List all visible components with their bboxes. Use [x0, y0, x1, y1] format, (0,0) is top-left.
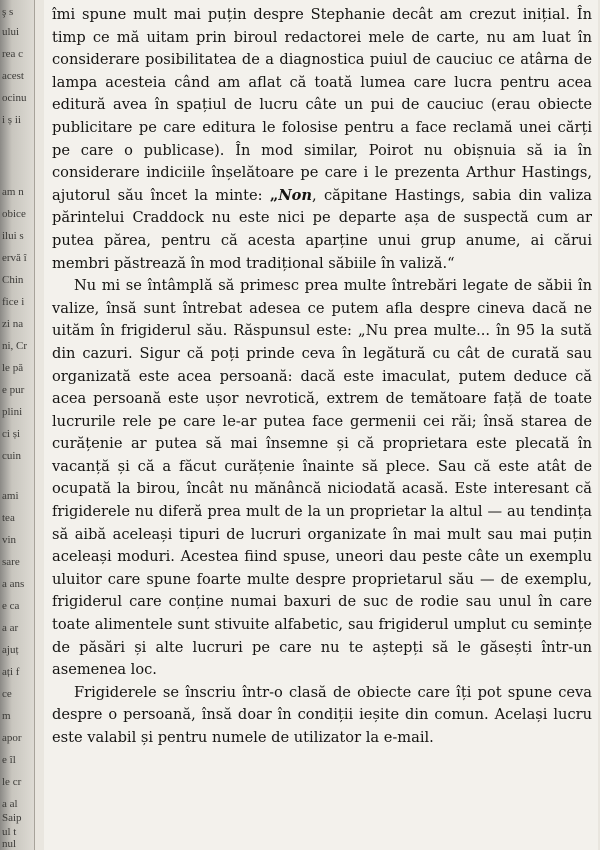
paragraph-text: îmi spune mult mai puțin despre Stephanie decât am crezut inițial. În timp ce mă uitam prin biroul redactorei mele de carte, nu am luat în considerare posibilitatea de a diagnostica puiul de cauciuc ce atârna de lampa acesteia când am aflat că toată lumea care lucra pentru acea editură avea în spațiul de lucru câte un pui de cauciuc (erau obiecte publicitare pe care editura le folosise pentru a face reclamă unei cărți pe care o publicase). În mod similar, Poirot nu obișnuia să ia în considerare indiciile înșelătoare pe care i le prezenta Arthur Hastings, ajutorul său încet la minte: — [52, 6, 592, 204]
margin-fragment: Saip — [2, 812, 22, 824]
margin-fragment: a al — [2, 798, 18, 810]
margin-fragment: apor — [2, 732, 22, 744]
margin-fragment: le cr — [2, 776, 22, 788]
margin-fragment: rea c — [2, 48, 24, 60]
margin-fragment: obice — [2, 208, 26, 220]
margin-fragment: sare — [2, 556, 20, 568]
book-page — [44, 0, 598, 850]
paragraph — [52, 4, 592, 275]
margin-fragment: e ca — [2, 600, 20, 612]
margin-fragment: plini — [2, 406, 23, 418]
margin-fragment: ami — [2, 490, 19, 502]
margin-fragment: nul — [2, 838, 17, 850]
margin-fragment: ul t — [2, 826, 17, 838]
margin-fragment: ocinu — [2, 92, 27, 104]
margin-fragment: ci și — [2, 428, 21, 440]
margin-fragment: ervă î — [2, 252, 27, 264]
paragraph: Frigiderele se înscriu într-o clasă de obiecte care îți pot spune ceva despre o persoană, însă doar în condiții ieșite din comun. Același lucru este valabil și pentru numele de utilizator la e-mail. — [52, 683, 592, 746]
margin-fragment: ajuț — [2, 644, 19, 656]
margin-fragment: vin — [2, 534, 17, 546]
margin-fragment: zi na — [2, 318, 24, 330]
margin-fragment: le pă — [2, 362, 24, 374]
margin-fragment: cuin — [2, 450, 21, 462]
margin-fragment: ş s — [2, 6, 14, 18]
quote-open-mark: „ — [269, 186, 279, 204]
margin-fragment: acest — [2, 70, 24, 82]
body-text — [52, 4, 592, 750]
margin-fragment: a ans — [2, 578, 25, 590]
margin-fragment: e pur — [2, 384, 25, 396]
margin-fragment: ce — [2, 688, 12, 700]
margin-fragment: ului — [2, 26, 20, 38]
margin-fragment: ați f — [2, 666, 20, 678]
margin-fragment: ni, Cr — [2, 340, 28, 352]
margin-fragment: a ar — [2, 622, 19, 634]
margin-fragment: ilui s — [2, 230, 24, 242]
margin-fragment: i ș ii — [2, 114, 21, 126]
paragraph: Nu mi se întâmplă să primesc prea multe întrebări legate de săbii în valize, însă sunt întrebat adesea ce putem afla despre cineva dacă ne uităm în frigiderul său. Răspunsul este: „Nu prea multe... în 95 la sută din cazuri. Sigur că poți prinde ceva în legătură cu cât de curată sau organizată este acea persoană: dacă este imaculat, putem deduce că acea persoană este ușor nevrotică, extrem de temătoare față de toate lucrurile rele pe care le-ar putea face germenii cei răi; însă starea de curățenie ar putea să mai însemne și că proprietara este plecată în vacanță și că a făcut curățenie înainte să plece. Sau că este atât de ocupată la birou, încât nu mănâncă niciodată acasă. Este interesant că frigiderele nu diferă prea mult de la un proprietar la altul — au tendința să aibă aceleași tipuri de lucruri organizate în mai mult sau mai puțin aceleași moduri. Acestea fiind spuse, uneori dau peste câte un exemplu uluitor care spune foarte multe despre proprietarul său — de exemplu, frigiderul care conține numai baxuri de suc de rodie sau unul în care toate alimentele sunt stivuite alfabetic, sau frigiderul umplut cu semințe de păsări și alte lucruri pe care nu te aștepți să le găsești într-un asemenea loc. — [52, 277, 592, 679]
adjacent-page-strip — [0, 0, 35, 850]
quote-italic-word: Non — [278, 186, 312, 204]
margin-fragment: tea — [2, 512, 15, 524]
margin-fragment: am n — [2, 186, 24, 198]
margin-fragment: m — [2, 710, 11, 722]
margin-fragment: Chin — [2, 274, 24, 286]
margin-fragment: fice i — [2, 296, 25, 308]
quote-text: , căpitane Hastings, sabia din valiza părintelui Craddock nu este nici pe departe așa de suspectă cum ar putea părea, pentru că acesta aparține unui grup anume, ai cărui membri păstrează în mod tradițional săbiile în valiză.“ — [52, 186, 592, 272]
margin-fragment: e îl — [2, 754, 16, 766]
